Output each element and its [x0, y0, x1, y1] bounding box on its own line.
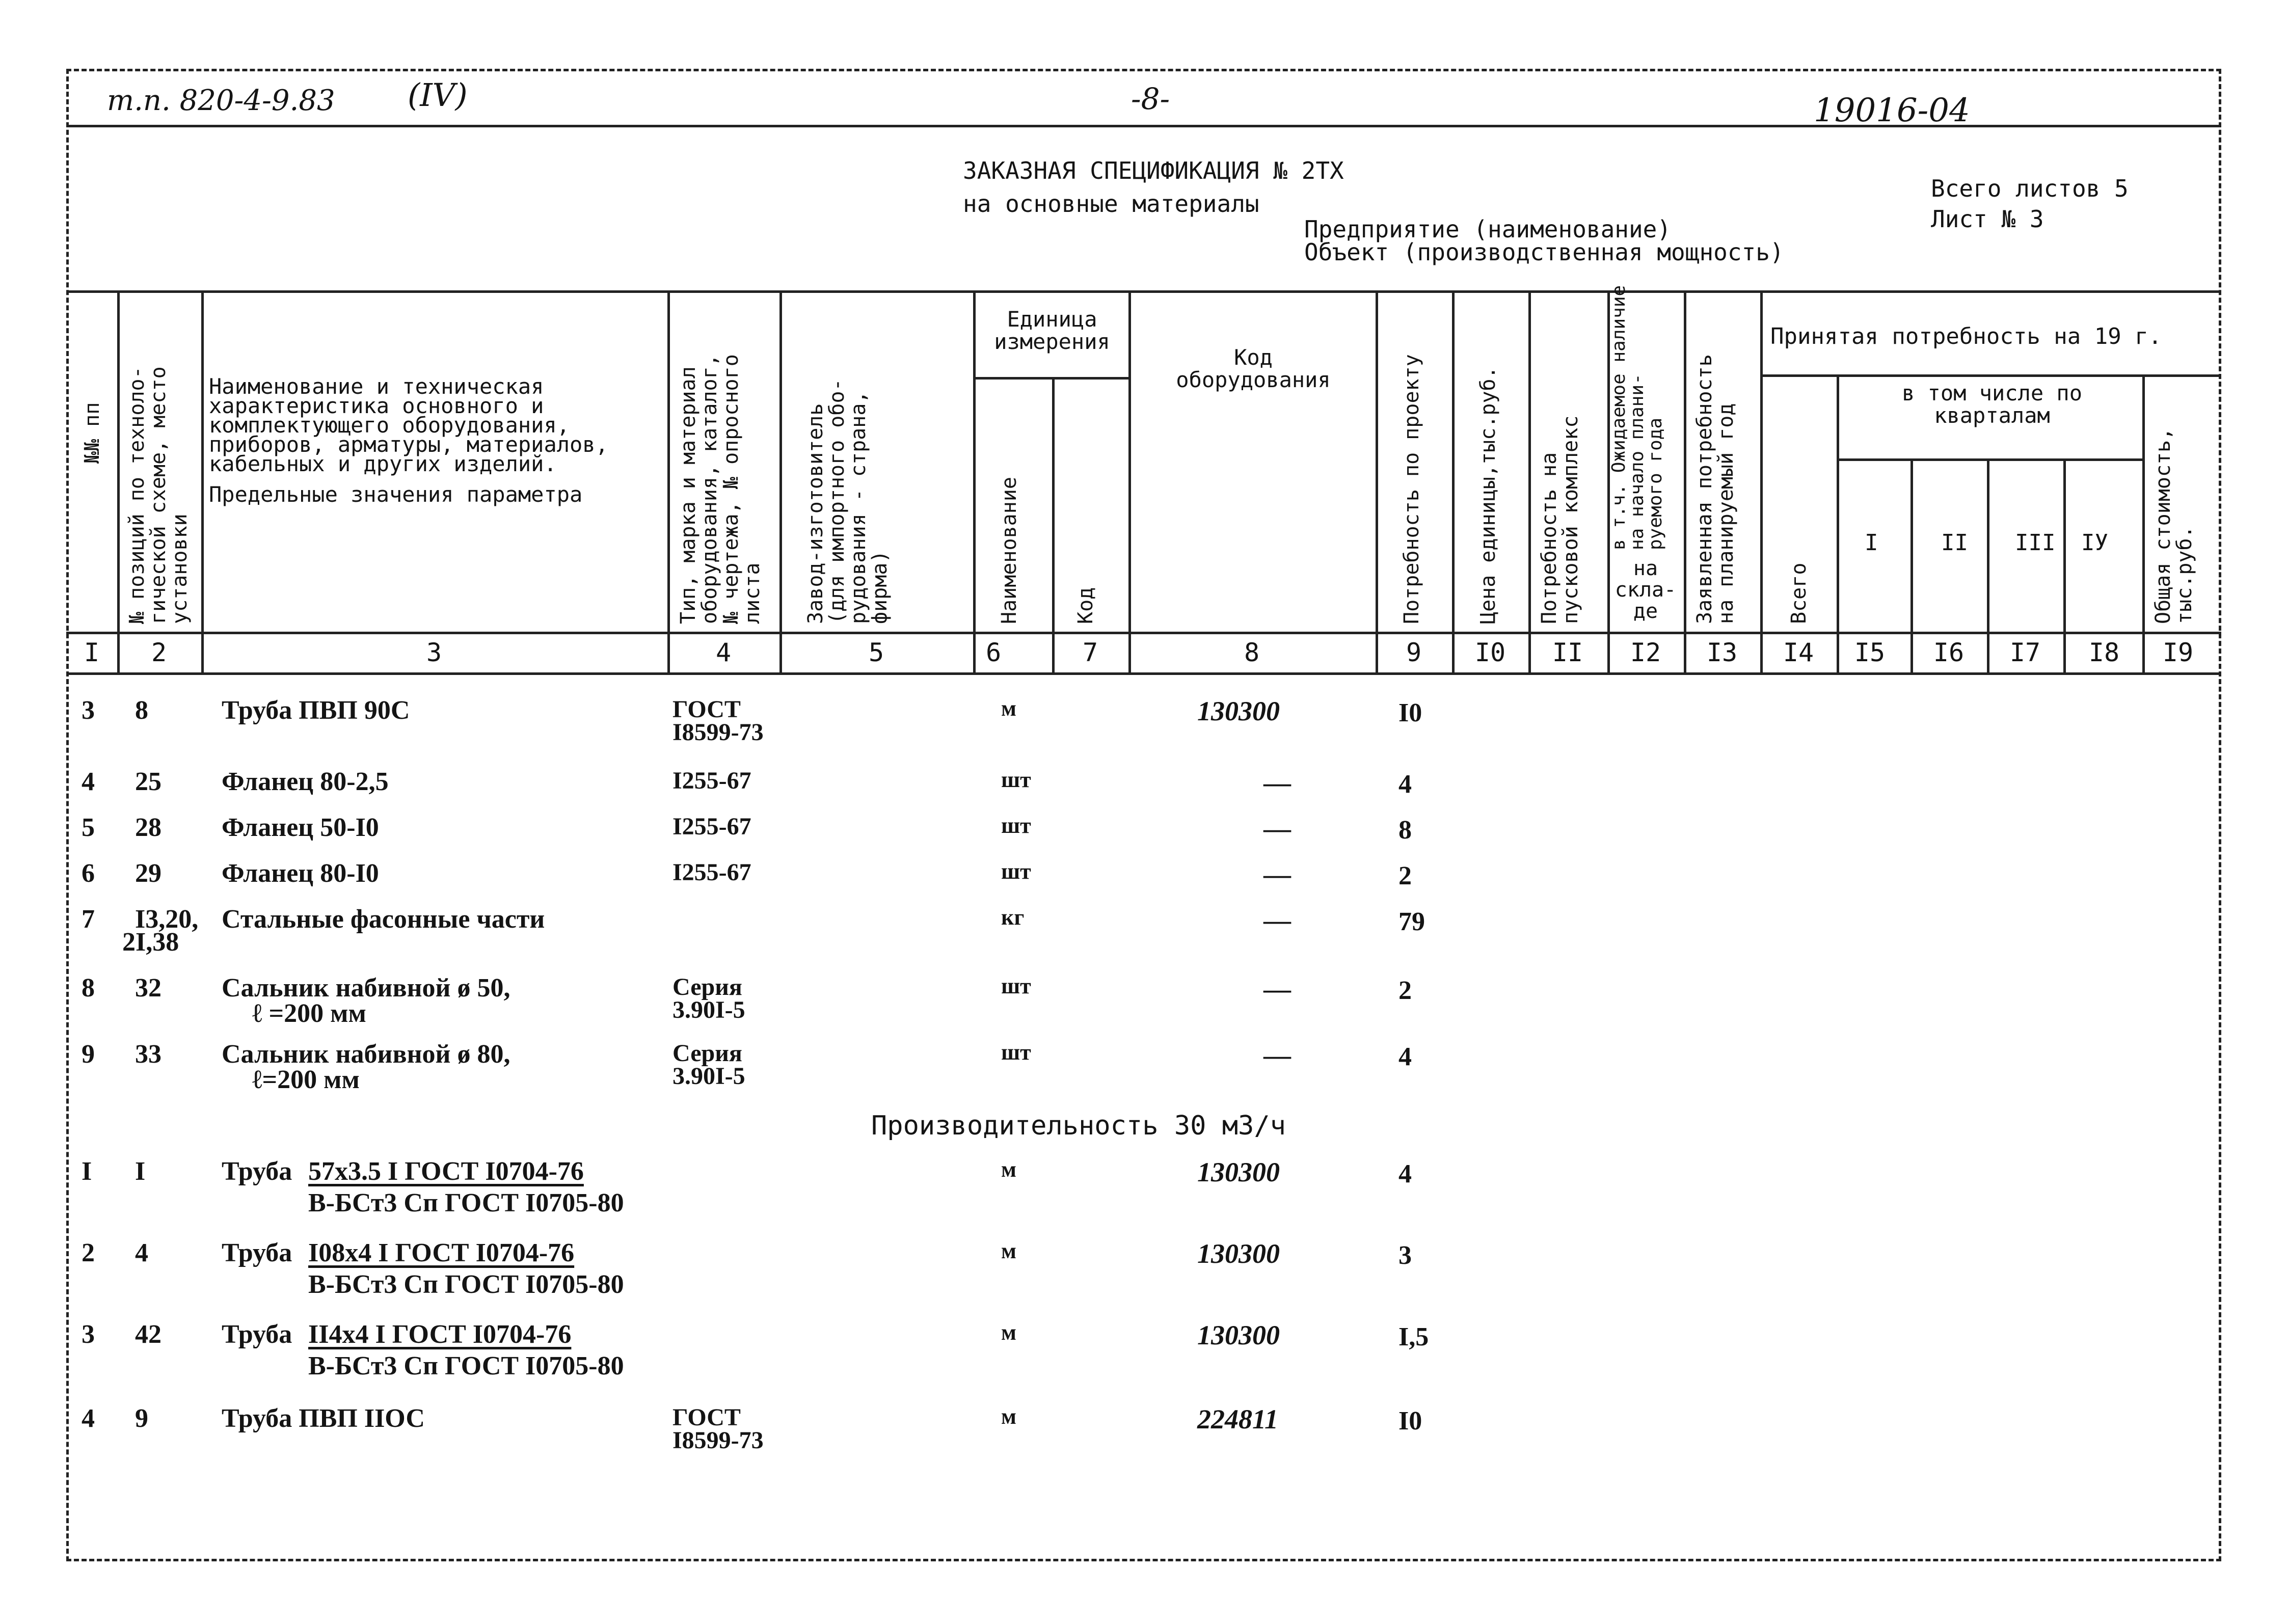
row-number: I: [82, 1157, 92, 1186]
row-name-spec: II4х4 I ГОСТ I0704-76: [308, 1320, 572, 1349]
col-sep: [779, 293, 782, 675]
row-name: Труба ПВП IIОС: [222, 1404, 425, 1433]
col-sep: [1528, 293, 1531, 675]
row-type: I255-67: [672, 859, 751, 886]
sheets-total: Всего листов 5: [1931, 175, 2129, 202]
col19-header: Общая стоимость, тыс.руб.: [2151, 427, 2196, 624]
spec-title: ЗАКАЗНАЯ СПЕЦИФИКАЦИЯ № 2ТХ: [963, 157, 1344, 184]
row-number: 8: [82, 973, 95, 1003]
col-sep: [117, 293, 120, 675]
row-unit: шт: [1001, 973, 1031, 998]
row-position: 33: [135, 1040, 162, 1069]
row-name-cont: В-БСт3 Сп ГОСТ I0705-80: [308, 1188, 624, 1217]
row-position-cont: 2I,38: [122, 928, 179, 957]
row-quantity: 2: [1398, 976, 1412, 1005]
col-sep: [201, 293, 204, 675]
row-equipment-code: 130300: [1197, 1238, 1280, 1269]
album-number: (IV): [408, 76, 468, 114]
row-equipment-code: —: [1263, 905, 1291, 935]
accepted-sub-rule: [1760, 374, 2221, 377]
top-rule: [66, 125, 2221, 127]
column-number: 4: [715, 638, 732, 667]
column-number: I: [84, 638, 100, 667]
column-number: 9: [1406, 638, 1422, 667]
col-sep: [1760, 293, 1763, 675]
row-position: I: [135, 1157, 146, 1186]
row-type-cont: I8599-73: [672, 719, 764, 746]
row-type-cont: 3.90I-5: [672, 1063, 745, 1090]
col10-header: Цена единицы,тыс.руб.: [1476, 366, 1500, 624]
row-unit: шт: [1001, 813, 1031, 838]
column-number-rule: [66, 632, 2221, 634]
row-equipment-code: —: [1263, 973, 1291, 1004]
col11-header: Потребность на пусковой комплекс: [1538, 415, 1582, 624]
row-quantity: I0: [1398, 698, 1422, 727]
column-number: I5: [1854, 638, 1886, 667]
table-header-top-rule: [66, 290, 2221, 293]
sheet-number: Лист № 3: [1931, 205, 2044, 233]
column-number: I0: [1474, 638, 1506, 667]
col-sep: [1128, 293, 1131, 675]
row-equipment-code: 224811: [1197, 1404, 1279, 1434]
col2-header: № позиций по техноло- гической схеме, место установки: [125, 366, 192, 624]
section-title: Производительность 30 м3/ч: [871, 1111, 1286, 1141]
row-quantity: 2: [1398, 861, 1412, 890]
row-name-cont: ℓ =200 мм: [252, 999, 366, 1028]
row-type: Серия: [672, 1040, 742, 1067]
column-number: 7: [1082, 638, 1098, 667]
row-quantity: I0: [1398, 1406, 1422, 1436]
row-name-spec: 57х3.5 I ГОСТ I0704-76: [308, 1157, 584, 1186]
row-type: I255-67: [672, 813, 751, 840]
units-header: Единица измерения: [994, 307, 1110, 354]
col-sep: [1376, 293, 1378, 675]
row-number: 3: [82, 696, 95, 725]
row-unit: м: [1001, 1157, 1016, 1182]
row-position: I3,20,: [135, 905, 199, 934]
row-number: 5: [82, 813, 95, 842]
row-type: ГОСТ: [672, 1404, 741, 1431]
row-number: 6: [82, 859, 95, 888]
col12-header: в т.ч. Ожидаемое наличие на начало плани- руемого года: [1608, 285, 1666, 550]
object-label: Объект (производственная мощность): [1304, 238, 1784, 266]
col12-sub-header: на скла-де: [1615, 557, 1677, 623]
column-number: I3: [1706, 638, 1738, 667]
row-quantity: 79: [1398, 907, 1425, 936]
row-name: Труба: [222, 1157, 292, 1186]
row-position: 32: [135, 973, 162, 1003]
col18-header: IУ: [2081, 530, 2108, 556]
column-number: 2: [151, 638, 167, 667]
col-sep: [2142, 377, 2145, 675]
table-header-bottom-rule: [66, 672, 2221, 675]
row-name: Сальник набивной ø 50,: [222, 973, 510, 1003]
quarters-header: в том числе по кварталам: [1901, 381, 2082, 428]
row-quantity: 4: [1398, 1159, 1412, 1188]
row-equipment-code: 130300: [1197, 1157, 1280, 1187]
col-sep: [1987, 458, 1989, 675]
col16-header: II: [1941, 530, 1968, 556]
row-equipment-code: —: [1263, 859, 1291, 889]
row-name: Фланец 80-I0: [222, 859, 379, 888]
col4-header: Тип, марка и материал оборудования, каталог, № чертежа, № опросного листа: [677, 354, 764, 624]
column-number: I8: [2088, 638, 2120, 667]
row-name: Фланец 50-I0: [222, 813, 379, 842]
row-position: 25: [135, 767, 162, 796]
column-number: 6: [985, 638, 1002, 667]
row-name-spec: I08х4 I ГОСТ I0704-76: [308, 1238, 575, 1267]
col1-header: №№ пп: [80, 402, 104, 464]
row-name-cont: ℓ=200 мм: [252, 1065, 360, 1094]
row-number: 4: [82, 1404, 95, 1433]
row-number: 3: [82, 1320, 95, 1349]
row-type: Серия: [672, 973, 742, 1000]
col-sep: [1911, 458, 1913, 675]
row-position: 4: [135, 1238, 148, 1267]
row-equipment-code: —: [1263, 1040, 1291, 1070]
col9-header: Потребность по проекту: [1400, 354, 1423, 624]
col3-header: Наименование и техническая характеристика основного и комплектующего оборудования, приборов, арматуры, материалов, кабельных и других изделий. Предельные значения параметра: [209, 374, 608, 507]
row-position: 29: [135, 859, 162, 888]
col6-header: Наименование: [998, 477, 1021, 624]
col-sep: [2063, 458, 2066, 675]
column-number: I9: [2162, 638, 2194, 667]
row-name: Труба: [222, 1320, 292, 1349]
row-position: 28: [135, 813, 162, 842]
col15-header: I: [1865, 530, 1878, 556]
row-position: 8: [135, 696, 148, 725]
row-type-cont: 3.90I-5: [672, 996, 745, 1023]
row-unit: шт: [1001, 859, 1031, 884]
row-equipment-code: —: [1263, 767, 1291, 798]
row-name: Фланец 80-2,5: [222, 767, 389, 796]
inventory-number: 19016-04: [1814, 92, 1970, 129]
project-code: т.п. 820-4-9.83: [107, 84, 335, 117]
row-unit: м: [1001, 696, 1016, 721]
column-number: I4: [1783, 638, 1814, 667]
col-sep: [973, 293, 976, 675]
col17-header: III: [2015, 530, 2056, 556]
row-type: ГОСТ: [672, 696, 741, 723]
column-number: I2: [1630, 638, 1661, 667]
column-number: 3: [426, 638, 442, 667]
col13-header: Заявленная потребность на планируемый год: [1693, 354, 1738, 624]
col5-header: Завод-изготовитель (для импортного обо- рудования - страна, фирма): [804, 378, 892, 624]
row-unit: кг: [1001, 905, 1025, 930]
col-sep: [1052, 377, 1055, 675]
row-quantity: 4: [1398, 770, 1412, 799]
row-unit: м: [1001, 1404, 1016, 1429]
row-unit: м: [1001, 1238, 1016, 1263]
column-number: I7: [2009, 638, 2041, 667]
row-position: 42: [135, 1320, 162, 1349]
row-quantity: 4: [1398, 1042, 1412, 1071]
page-number: -8-: [1131, 82, 1170, 116]
row-name-cont: В-БСт3 Сп ГОСТ I0705-80: [308, 1351, 624, 1381]
column-number: II: [1552, 638, 1583, 667]
col14-header: Всего: [1787, 562, 1811, 624]
row-name: Сальник набивной ø 80,: [222, 1040, 510, 1069]
row-name: Труба ПВП 90С: [222, 696, 410, 725]
col-sep: [1837, 377, 1839, 675]
column-number: 8: [1244, 638, 1260, 667]
units-sub-rule: [973, 377, 1128, 380]
row-position: 9: [135, 1404, 148, 1433]
row-name: Стальные фасонные части: [222, 905, 545, 934]
row-name-cont: В-БСт3 Сп ГОСТ I0705-80: [308, 1270, 624, 1299]
col-sep: [667, 293, 670, 675]
col-sep: [1452, 293, 1455, 675]
row-equipment-code: 130300: [1197, 1320, 1280, 1350]
row-number: 4: [82, 767, 95, 796]
accepted-header: Принятая потребность на 19 г.: [1770, 323, 2162, 349]
row-equipment-code: 130300: [1197, 696, 1280, 726]
row-number: 9: [82, 1040, 95, 1069]
spec-subtitle: на основные материалы: [963, 190, 1259, 218]
row-unit: шт: [1001, 1040, 1031, 1065]
col8-header: Код оборудования: [1176, 345, 1331, 392]
quarters-sub-rule: [1837, 458, 2142, 461]
column-number: I6: [1933, 638, 1965, 667]
row-quantity: 8: [1398, 816, 1412, 845]
row-name: Труба: [222, 1238, 292, 1267]
enterprise-label: Предприятие (наименование): [1304, 215, 1672, 243]
row-number: 2: [82, 1238, 95, 1267]
row-type: I255-67: [672, 767, 751, 794]
row-type-cont: I8599-73: [672, 1427, 764, 1454]
row-quantity: I,5: [1398, 1322, 1429, 1351]
col-sep: [1684, 293, 1686, 675]
row-unit: м: [1001, 1320, 1016, 1345]
row-number: 7: [82, 905, 95, 934]
row-quantity: 3: [1398, 1241, 1412, 1270]
row-unit: шт: [1001, 767, 1031, 792]
row-equipment-code: —: [1263, 813, 1291, 844]
col7-header: Код: [1074, 587, 1097, 624]
column-number: 5: [868, 638, 884, 667]
